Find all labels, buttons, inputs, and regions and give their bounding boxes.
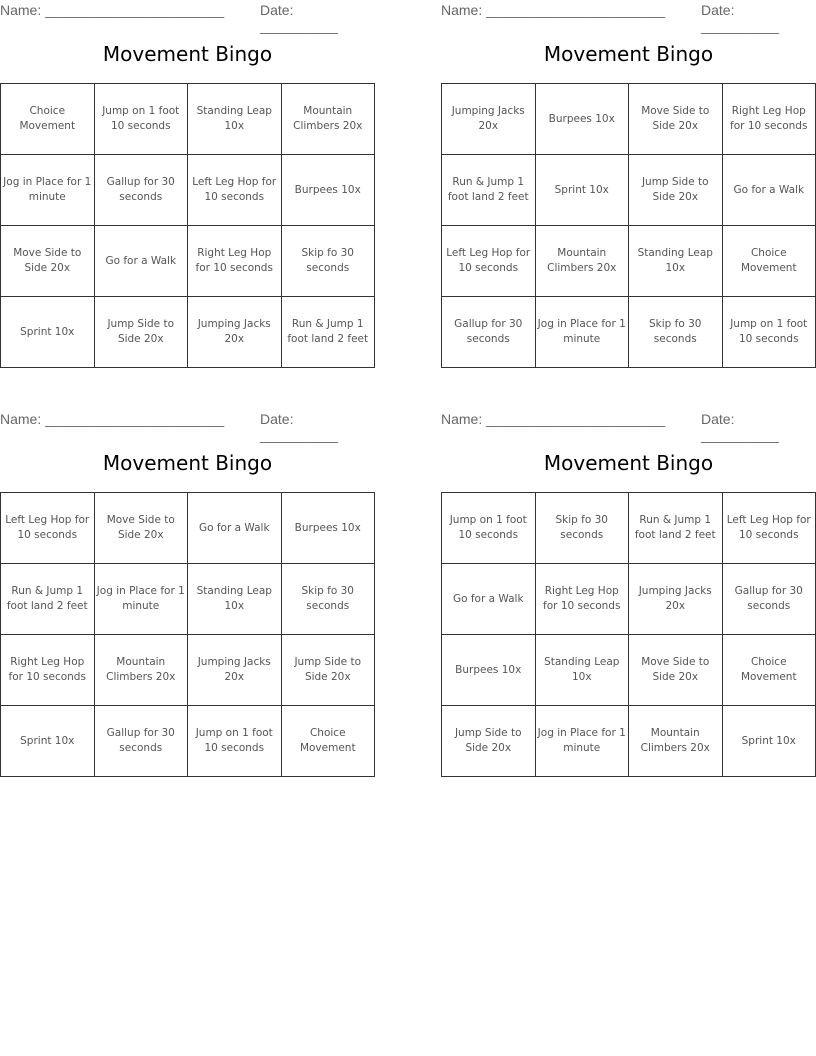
bingo-cell: Move Side to Side 20x: [1, 226, 95, 297]
bingo-cell: Burpees 10x: [442, 635, 536, 706]
bingo-cell: Gallup for 30 seconds: [442, 297, 536, 368]
name-field-label: Name: _______________________: [441, 2, 666, 18]
grid-row: [1, 155, 375, 226]
card-header: [441, 409, 816, 443]
bingo-cell: Left Leg Hop for 10 seconds: [722, 493, 816, 564]
card-header: [0, 409, 375, 443]
bingo-cell: Skip fo 30 seconds: [535, 493, 629, 564]
bingo-cell: Go for a Walk: [722, 155, 816, 226]
bingo-cell: Gallup for 30 seconds: [722, 564, 816, 635]
bingo-cell: Standing Leap 10x: [535, 635, 629, 706]
bingo-cell: Sprint 10x: [1, 706, 95, 777]
name-field-label: Name: _______________________: [0, 2, 225, 18]
bingo-cell: Run & Jump 1 foot land 2 feet: [281, 297, 375, 368]
card-title: Movement Bingo: [102, 451, 273, 475]
bingo-cell: Choice Movement: [722, 226, 816, 297]
bingo-cell: Go for a Walk: [94, 226, 188, 297]
bingo-cell: Right Leg Hop for 10 seconds: [722, 84, 816, 155]
bingo-cell: Sprint 10x: [722, 706, 816, 777]
bingo-cell: Jumping Jacks 20x: [188, 297, 282, 368]
bingo-cell: Jump Side to Side 20x: [94, 297, 188, 368]
name-field-label: Name: _______________________: [0, 411, 225, 427]
bingo-cell: Mountain Climbers 20x: [94, 635, 188, 706]
grid-row: [1, 226, 375, 297]
grid-row: [1, 635, 375, 706]
bingo-cell: Standing Leap 10x: [188, 84, 282, 155]
bingo-cell: Jumping Jacks 20x: [629, 564, 723, 635]
date-field-label: Date: __________: [701, 411, 779, 443]
bingo-cell: Gallup for 30 seconds: [94, 155, 188, 226]
bingo-cell: Left Leg Hop for 10 seconds: [442, 226, 536, 297]
name-field-label: Name: _______________________: [441, 411, 666, 427]
bingo-cell: Jump on 1 foot 10 seconds: [442, 493, 536, 564]
card-title: Movement Bingo: [543, 42, 714, 66]
bingo-cell: Sprint 10x: [1, 297, 95, 368]
grid-row: [442, 84, 816, 155]
bingo-cell: Mountain Climbers 20x: [281, 84, 375, 155]
bingo-cell: Jog in Place for 1 minute: [535, 297, 629, 368]
grid-row: [442, 297, 816, 368]
grid-row: [442, 155, 816, 226]
bingo-cell: Choice Movement: [281, 706, 375, 777]
card-title: Movement Bingo: [102, 42, 273, 66]
bingo-cell: Burpees 10x: [281, 493, 375, 564]
bingo-cell: Jog in Place for 1 minute: [1, 155, 95, 226]
bingo-cell: Right Leg Hop for 10 seconds: [1, 635, 95, 706]
bingo-cell: Right Leg Hop for 10 seconds: [535, 564, 629, 635]
date-field-label: Date: __________: [701, 2, 779, 34]
bingo-cell: Jump Side to Side 20x: [629, 155, 723, 226]
bingo-cell: Jump on 1 foot 10 seconds: [722, 297, 816, 368]
bingo-cell: Skip fo 30 seconds: [281, 564, 375, 635]
grid-row: [1, 297, 375, 368]
bingo-cell: Jumping Jacks 20x: [188, 635, 282, 706]
bingo-cell: Skip fo 30 seconds: [629, 297, 723, 368]
grid-row: [442, 564, 816, 635]
grid-row: [442, 493, 816, 564]
grid-row: [442, 226, 816, 297]
bingo-cell: Left Leg Hop for 10 seconds: [188, 155, 282, 226]
bingo-cell: Move Side to Side 20x: [94, 493, 188, 564]
bingo-cell: Right Leg Hop for 10 seconds: [188, 226, 282, 297]
bingo-grid: [0, 492, 375, 777]
grid-row: [1, 493, 375, 564]
bingo-cell: Jog in Place for 1 minute: [94, 564, 188, 635]
bingo-cell: Burpees 10x: [535, 84, 629, 155]
bingo-cell: Burpees 10x: [281, 155, 375, 226]
bingo-cell: Choice Movement: [722, 635, 816, 706]
bingo-cell: Run & Jump 1 foot land 2 feet: [1, 564, 95, 635]
grid-row: [1, 706, 375, 777]
bingo-cell: Mountain Climbers 20x: [629, 706, 723, 777]
date-field-label: Date: __________: [260, 411, 338, 443]
bingo-cell: Go for a Walk: [442, 564, 536, 635]
bingo-cell: Move Side to Side 20x: [629, 635, 723, 706]
bingo-cell: Jump Side to Side 20x: [442, 706, 536, 777]
grid-row: [442, 706, 816, 777]
bingo-cell: Mountain Climbers 20x: [535, 226, 629, 297]
bingo-cell: Jump Side to Side 20x: [281, 635, 375, 706]
card-header: [0, 0, 375, 34]
bingo-cell: Run & Jump 1 foot land 2 feet: [629, 493, 723, 564]
bingo-cell: Skip fo 30 seconds: [281, 226, 375, 297]
card-title: Movement Bingo: [543, 451, 714, 475]
bingo-cell: Left Leg Hop for 10 seconds: [1, 493, 95, 564]
grid-row: [442, 635, 816, 706]
bingo-cell: Jumping Jacks 20x: [442, 84, 536, 155]
grid-row: [1, 564, 375, 635]
date-field-label: Date: __________: [260, 2, 338, 34]
bingo-cell: Jump on 1 foot 10 seconds: [94, 84, 188, 155]
bingo-cell: Standing Leap 10x: [188, 564, 282, 635]
bingo-grid: [441, 492, 816, 777]
bingo-cell: Standing Leap 10x: [629, 226, 723, 297]
bingo-cell: Jog in Place for 1 minute: [535, 706, 629, 777]
bingo-grid: [0, 83, 375, 368]
bingo-cell: Gallup for 30 seconds: [94, 706, 188, 777]
bingo-cell: Run & Jump 1 foot land 2 feet: [442, 155, 536, 226]
card-header: [441, 0, 816, 34]
bingo-cell: Move Side to Side 20x: [629, 84, 723, 155]
grid-row: [1, 84, 375, 155]
bingo-cell: Go for a Walk: [188, 493, 282, 564]
bingo-cell: Jump on 1 foot 10 seconds: [188, 706, 282, 777]
bingo-cell: Choice Movement: [1, 84, 95, 155]
bingo-cell: Sprint 10x: [535, 155, 629, 226]
bingo-grid: [441, 83, 816, 368]
